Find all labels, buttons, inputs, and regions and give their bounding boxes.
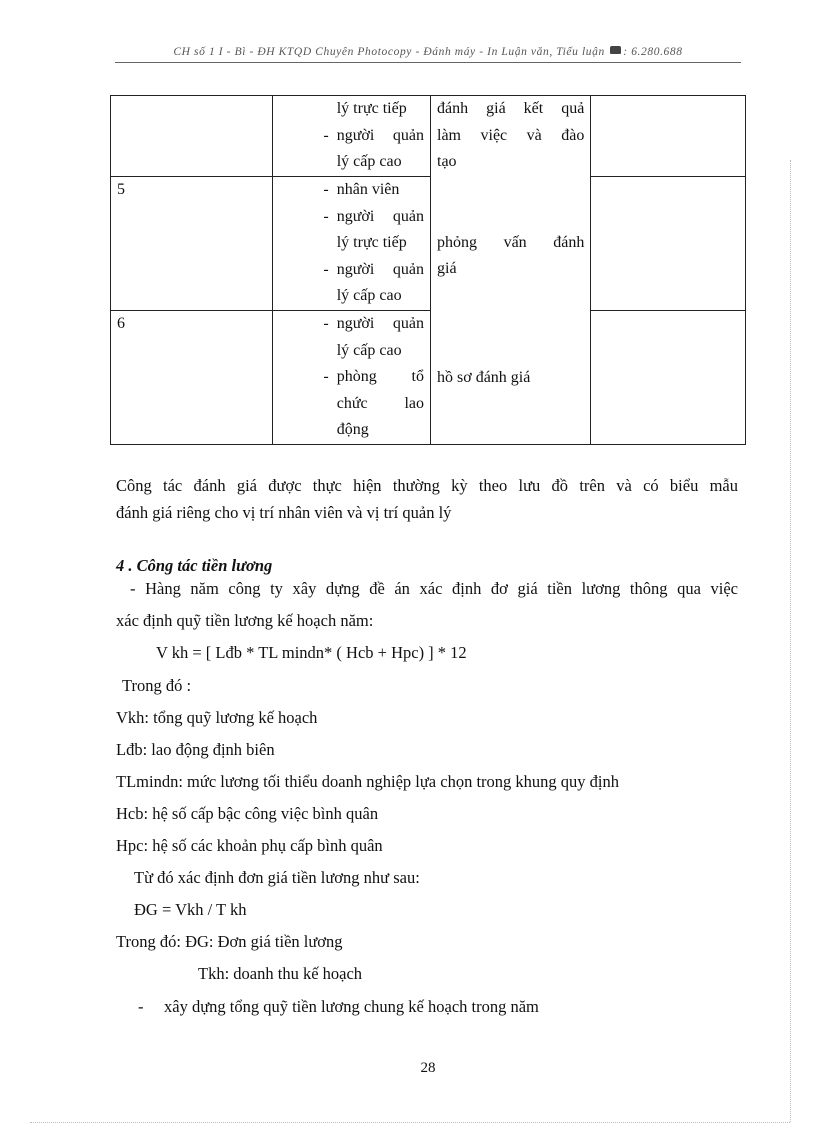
bullet-text: xây dựng tổng quỹ tiền lương chung kế hoạch trong năm bbox=[164, 997, 539, 1016]
paragraph-line: Trong đó : bbox=[122, 676, 192, 695]
definition-line: Hcb: hệ số cấp bậc công việc bình quân bbox=[116, 804, 379, 823]
table-cell-notes bbox=[591, 311, 746, 445]
method-line: giá bbox=[437, 260, 457, 278]
header-text: CH số 1 I - Bì - ĐH KTQD Chuyên Photocopy - Đánh máy - In Luận văn, Tiểu luận bbox=[173, 46, 605, 58]
method-line: phỏng vấn đánh bbox=[437, 233, 585, 251]
list-item: lý cấp cao bbox=[336, 341, 402, 359]
table-cell-notes bbox=[591, 177, 746, 311]
section-title: 4 . Công tác tiền lương bbox=[116, 556, 273, 575]
list-item: người quản bbox=[336, 260, 424, 278]
formula-dg: ĐG = Vkh / T kh bbox=[134, 900, 247, 919]
table-cell-method bbox=[431, 177, 591, 311]
list-item: chức lao bbox=[336, 394, 424, 412]
paragraph-line: Công tác đánh giá được thực hiện thường kỳ theo lưu đồ trên và có biểu mẫu bbox=[116, 476, 738, 495]
phone-icon bbox=[610, 46, 621, 54]
paragraph-line: Từ đó xác định đơn giá tiền lương như sau: bbox=[134, 868, 420, 887]
list-item: lý cấp cao bbox=[336, 153, 402, 171]
table-cell-step: 6 bbox=[111, 311, 273, 445]
list-item: động bbox=[336, 421, 369, 439]
formula-vkh: V kh = [ Lđb * TL mindn* ( Hcb + Hpc) ] * 12 bbox=[156, 643, 467, 662]
page-border bbox=[790, 160, 791, 1122]
definition-line: Lđb: lao động định biên bbox=[116, 740, 275, 759]
header-rule bbox=[115, 62, 741, 63]
list-item: người quản bbox=[336, 207, 424, 225]
table-cell-method bbox=[431, 311, 591, 445]
page-number: 28 bbox=[420, 1060, 436, 1076]
list-item: người quản bbox=[336, 315, 424, 332]
list-item: phòng tổ bbox=[336, 368, 424, 386]
method-line: đánh giá kết quả bbox=[437, 100, 585, 117]
list-item: nhân viên bbox=[336, 181, 400, 198]
definition-line: Tkh: doanh thu kế hoạch bbox=[198, 964, 363, 983]
table-cell-participants: - người quản lý cấp cao - phòng tổ chức lao động bbox=[272, 311, 430, 445]
table-cell-participants: - nhân viên - người quản lý trực tiếp - người quản lý cấp cao bbox=[272, 177, 430, 311]
bullet-dash: - bbox=[138, 997, 144, 1016]
list-item: người quản bbox=[336, 126, 424, 144]
evaluation-table bbox=[110, 95, 746, 445]
table-cell-step bbox=[111, 96, 273, 177]
table-cell-step: 5 bbox=[111, 177, 273, 311]
list-item: lý trực tiếp bbox=[336, 100, 407, 117]
table-cell-participants: lý trực tiếp - người quản lý cấp cao bbox=[272, 96, 430, 177]
table-cell-method bbox=[431, 96, 591, 177]
table-row bbox=[111, 311, 746, 445]
list-item: lý cấp cao bbox=[336, 287, 402, 305]
paragraph-line: xác định quỹ tiền lương kế hoạch năm: bbox=[116, 611, 374, 630]
method-line: tạo bbox=[437, 153, 457, 171]
paragraph-line: đánh giá riêng cho vị trí nhân viên và vị trí quản lý bbox=[116, 503, 452, 522]
definition-line: TLmindn: mức lương tối thiểu doanh nghiệp lựa chọn trong khung quy định bbox=[116, 772, 619, 791]
paragraph-line: - Hàng năm công ty xây dựng đề án xác định đơ giá tiền lương thông qua việc bbox=[130, 579, 738, 598]
definition-line: Hpc: hệ số các khoản phụ cấp bình quân bbox=[116, 836, 383, 855]
table-row bbox=[111, 177, 746, 311]
running-header bbox=[115, 46, 741, 58]
header-phone: : 6.280.688 bbox=[623, 46, 683, 58]
definition-line: Vkh: tổng quỹ lương kế hoạch bbox=[116, 708, 318, 727]
table-row bbox=[111, 96, 746, 177]
table-cell-notes bbox=[591, 96, 746, 177]
definition-line: Trong đó: ĐG: Đơn giá tiền lương bbox=[116, 932, 343, 951]
method-line: làm việc và đào bbox=[437, 126, 585, 144]
list-item: lý trực tiếp bbox=[336, 234, 407, 252]
method-line: hồ sơ đánh giá bbox=[437, 368, 531, 386]
